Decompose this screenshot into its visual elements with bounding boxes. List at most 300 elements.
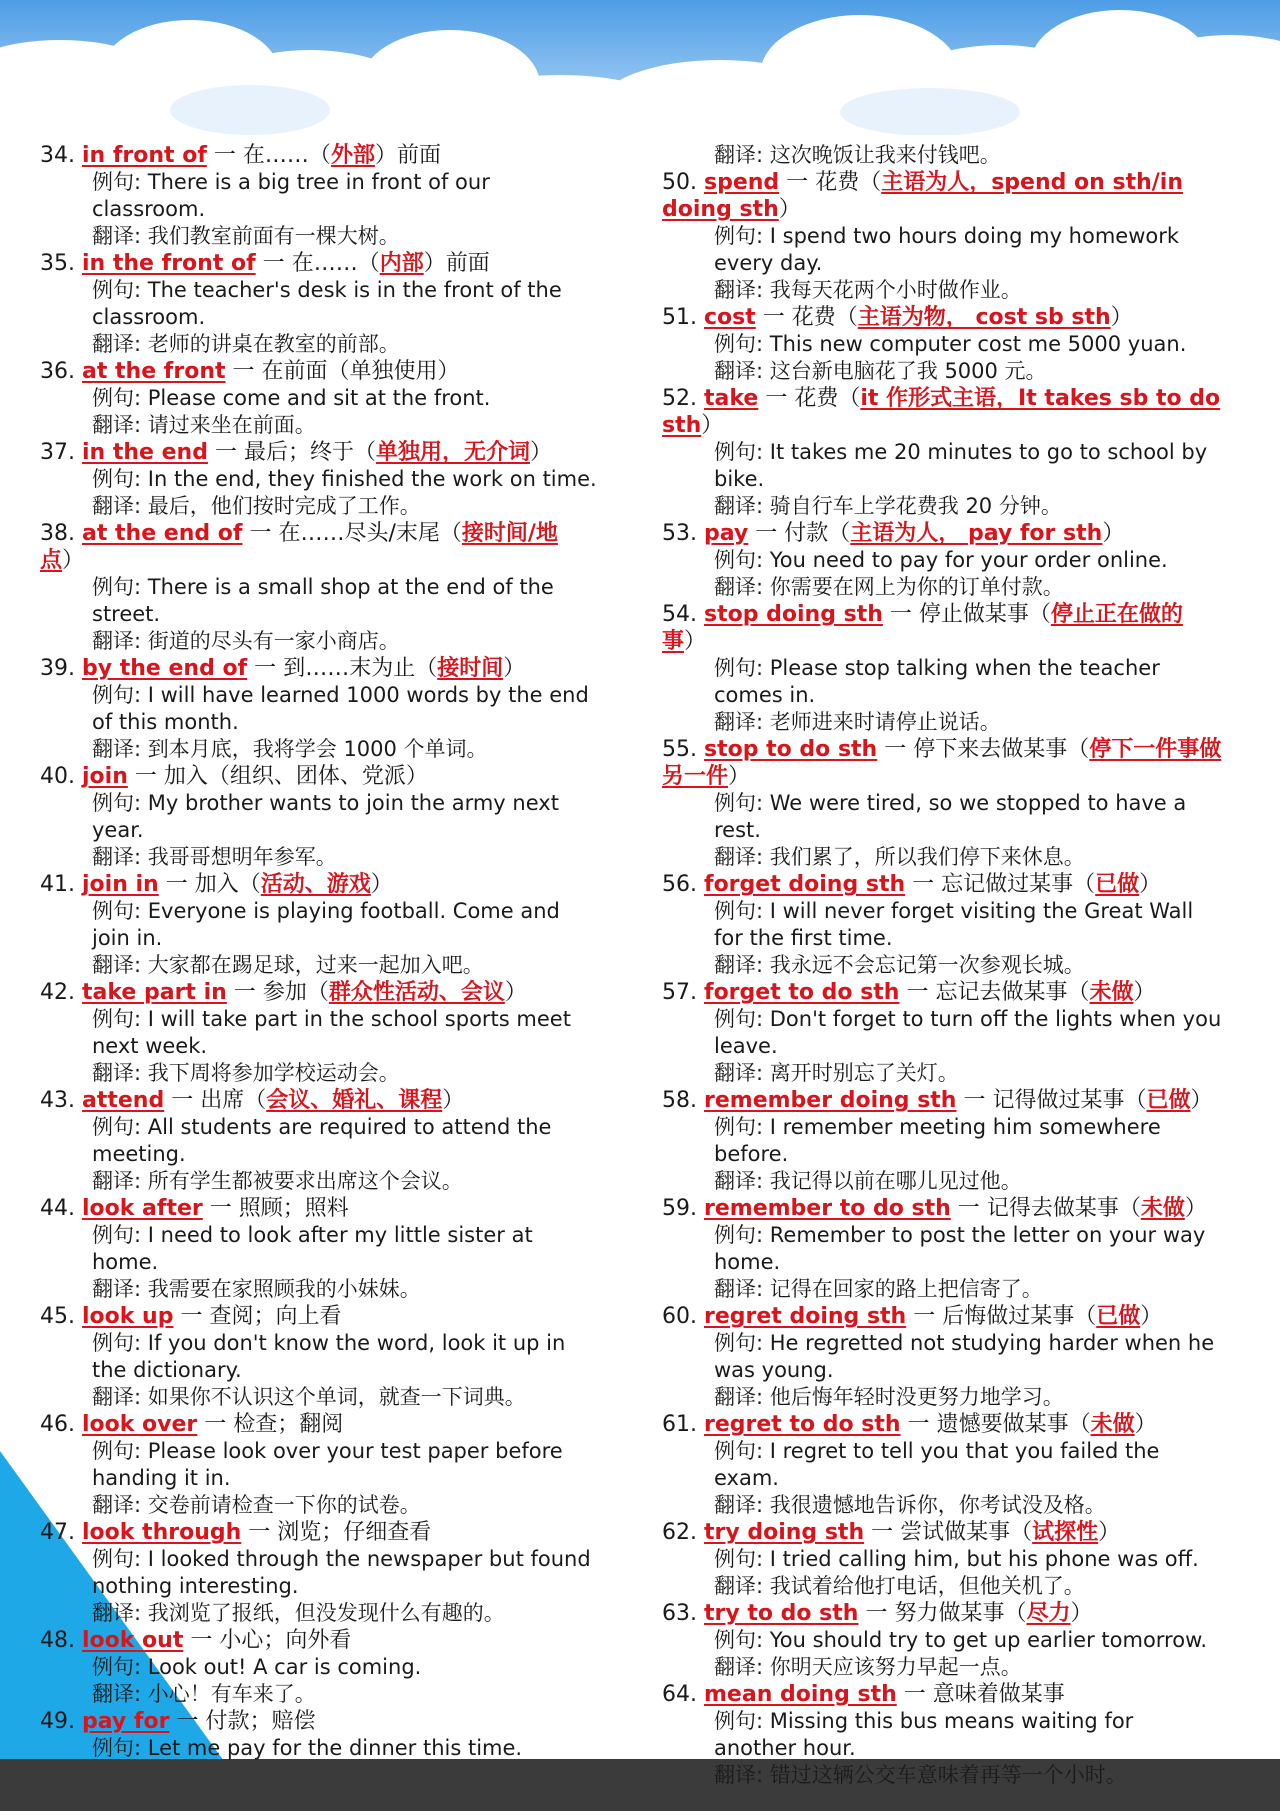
vocab-entry [40, 142, 600, 250]
entry-dash: 一 [242, 521, 279, 546]
example-sentence: It takes me 20 minutes to go to school by bike. [714, 440, 1208, 491]
vocab-term: take part in [82, 980, 227, 1005]
entry-number: 42. [40, 980, 75, 1005]
entry-dash: 一 [882, 602, 919, 627]
example-line: 例句: I tried calling him, but his phone was off. [714, 1547, 1199, 1571]
vocab-entry [662, 385, 1222, 520]
example-sentence: Remember to post the letter on your way home. [714, 1223, 1206, 1274]
vocab-entry [40, 1303, 600, 1411]
meaning-text-end: ） [442, 1088, 465, 1113]
meaning-text: 花费（ [794, 386, 861, 411]
vocab-entry [662, 979, 1222, 1087]
entry-number: 55. [662, 737, 697, 762]
example-line: 例句: I spend two hours doing my homework every day. [714, 224, 1180, 275]
vocab-term: in front of [82, 143, 207, 168]
meaning-text-end: ） [1133, 980, 1156, 1005]
meaning-text-end: ） [1102, 521, 1125, 546]
usage-note: 已做 [1095, 872, 1140, 897]
example-line: 例句: Please come and sit at the front. [92, 386, 491, 410]
example-sentence: We were tired, so we stopped to have a rest. [714, 791, 1187, 842]
vocab-term: look through [82, 1520, 242, 1545]
example-sentence: I need to look after my little sister at home. [92, 1223, 533, 1274]
usage-note: 内部 [379, 251, 424, 276]
entry-heading [662, 385, 1222, 439]
entry-dash: 一 [241, 1520, 278, 1545]
translation-line: 翻译: 到本月底，我将学会 1000 个单词。 [92, 737, 488, 761]
vocab-term: in the end [82, 440, 208, 465]
entry-heading [40, 250, 600, 277]
usage-note: 试探性 [1032, 1520, 1099, 1545]
example-line: 例句: Remember to post the letter on your way home. [714, 1223, 1206, 1274]
entry-dash: 一 [255, 251, 292, 276]
entry-heading [40, 520, 600, 574]
translation-text: 所有学生都被要求出席这个会议。 [147, 1169, 463, 1193]
example-line: 例句: I will have learned 1000 words by the end of this month. [92, 683, 589, 734]
example-line: 例句: I need to look after my little sister at home. [92, 1223, 533, 1274]
vocab-entry [40, 1708, 600, 1762]
entry-heading [662, 1087, 1222, 1114]
usage-note: 未做 [1140, 1196, 1185, 1221]
entry-heading [40, 979, 600, 1006]
vocab-term: look after [82, 1196, 203, 1221]
example-line: 例句: I will take part in the school sports meet next week. [92, 1007, 571, 1058]
meaning-text: 小心；向外看 [219, 1628, 352, 1653]
translation-text: 错过这辆公交车意味着再等一个小时。 [769, 1763, 1127, 1787]
entry-number: 49. [40, 1709, 75, 1734]
entry-number: 60. [662, 1304, 697, 1329]
vocab-term: by the end of [82, 656, 248, 681]
meaning-text: 记得做过某事（ [992, 1088, 1147, 1113]
example-line: 例句: Please look over your test paper before handing it in. [92, 1439, 563, 1490]
meaning-text: 努力做某事（ [894, 1601, 1027, 1626]
entry-number: 54. [662, 602, 697, 627]
vocab-entry [40, 1195, 600, 1303]
meaning-text: 浏览；仔细查看 [277, 1520, 432, 1545]
translation-line: 翻译: 骑自行车上学花费我 20 分钟。 [714, 494, 1062, 518]
translation-line: 翻译: 老师的讲桌在教室的前部。 [92, 332, 400, 356]
usage-note: 已做 [1146, 1088, 1191, 1113]
entry-number: 62. [662, 1520, 697, 1545]
entry-dash: 一 [247, 656, 284, 681]
entry-heading [662, 1303, 1222, 1330]
entry-dash: 一 [158, 872, 195, 897]
translation-text: 记得在回家的路上把信寄了。 [769, 1277, 1043, 1301]
translation-line: 翻译: 老师进来时请停止说话。 [714, 710, 1001, 734]
meaning-text: 在前面（单独使用） [261, 359, 460, 384]
translation-line: 翻译: 我哥哥想明年参军。 [92, 845, 337, 869]
usage-note: 会议、婚礼、课程 [266, 1088, 443, 1113]
example-line: 例句: He regretted not studying harder when he was young. [714, 1331, 1215, 1382]
entry-heading [662, 601, 1222, 655]
entry-heading [662, 304, 1222, 331]
example-sentence: He regretted not studying harder when he was young. [714, 1331, 1215, 1382]
vocab-term: pay for [82, 1709, 170, 1734]
vocab-entry [40, 1519, 600, 1627]
vocab-entry [662, 1600, 1222, 1681]
entry-heading [662, 979, 1222, 1006]
translation-text: 老师的讲桌在教室的前部。 [147, 332, 400, 356]
usage-note: 活动、游戏 [260, 872, 371, 897]
entry-dash: 一 [950, 1196, 987, 1221]
vocab-term: try to do sth [704, 1601, 859, 1626]
example-sentence: My brother wants to join the army next year. [92, 791, 559, 842]
entry-heading [40, 1627, 600, 1654]
vocab-entry [662, 871, 1222, 979]
translation-line: 翻译: 错过这辆公交车意味着再等一个小时。 [714, 1763, 1127, 1787]
entry-dash: 一 [905, 872, 942, 897]
entry-number: 39. [40, 656, 75, 681]
translation-line: 翻译: 我们累了，所以我们停下来休息。 [714, 845, 1085, 869]
entry-heading [662, 1519, 1222, 1546]
entry-heading [40, 763, 600, 790]
meaning-text-end: ） [1184, 1196, 1207, 1221]
example-line: 例句: You need to pay for your order online. [714, 548, 1168, 572]
entry-number: 51. [662, 305, 697, 330]
example-line: 例句: The teacher's desk is in the front of the classroom. [92, 278, 562, 329]
entry-dash: 一 [173, 1304, 210, 1329]
translation-line: 翻译: 我浏览了报纸，但没发现什么有趣的。 [92, 1601, 505, 1625]
meaning-text: 在……尽头/末尾（ [278, 521, 462, 546]
meaning-text: 付款；赔偿 [205, 1709, 316, 1734]
vocab-entry [662, 736, 1222, 871]
vocab-term: spend [704, 170, 780, 195]
example-line: 例句: If you don't know the word, look it up in the dictionary. [92, 1331, 566, 1382]
vocab-term: mean doing sth [704, 1682, 897, 1707]
vocab-entry [662, 1411, 1222, 1519]
meaning-text-end: ） [701, 413, 724, 438]
example-sentence: Please look over your test paper before handing it in. [92, 1439, 563, 1490]
entry-dash: 一 [226, 980, 263, 1005]
entry-heading [662, 1600, 1222, 1627]
meaning-text: 参加（ [262, 980, 329, 1005]
vocab-term: take [704, 386, 759, 411]
example-sentence: Missing this bus means waiting for another hour. [714, 1709, 1134, 1760]
entry-dash: 一 [758, 386, 795, 411]
entry-number: 46. [40, 1412, 75, 1437]
meaning-text: 花费（ [791, 305, 858, 330]
meaning-text-end: ） [1139, 872, 1162, 897]
vocab-term: forget doing sth [704, 872, 906, 897]
example-line: 例句: We were tired, so we stopped to have a rest. [714, 791, 1187, 842]
vocab-entry [40, 979, 600, 1087]
meaning-text-end: ）前面 [374, 143, 441, 168]
meaning-text-end: ） [1110, 305, 1133, 330]
entry-dash: 一 [755, 305, 792, 330]
translation-text: 我试着给他打电话，但他关机了。 [769, 1574, 1085, 1598]
meaning-text: 检查；翻阅 [233, 1412, 344, 1437]
example-line: 例句: In the end, they finished the work on time. [92, 467, 597, 491]
entry-dash: 一 [779, 170, 816, 195]
meaning-text: 停下来去做某事（ [913, 737, 1090, 762]
example-line: 例句: I regret to tell you that you failed the exam. [714, 1439, 1160, 1490]
vocab-term: regret to do sth [704, 1412, 901, 1437]
entry-dash: 一 [169, 1709, 206, 1734]
entry-dash: 一 [206, 143, 243, 168]
translation-line: 翻译: 我试着给他打电话，但他关机了。 [714, 1574, 1085, 1598]
meaning-text: 花费（ [815, 170, 882, 195]
vocab-term: at the front [82, 359, 226, 384]
usage-note: 接时间/地点 [40, 521, 558, 573]
example-line: 例句: Look out! A car is coming. [92, 1655, 422, 1679]
entry-heading [662, 1195, 1222, 1222]
meaning-text: 停止做某事（ [918, 602, 1051, 627]
translation-text: 大家都在踢足球，过来一起加入吧。 [147, 953, 484, 977]
meaning-text: 到……末为止（ [283, 656, 438, 681]
translation-line: 翻译: 他后悔年轻时没更努力地学习。 [714, 1385, 1064, 1409]
cloud-header-decoration [0, 0, 1280, 135]
example-sentence: If you don't know the word, look it up in the dictionary. [92, 1331, 566, 1382]
usage-note: 主语为人，spend on sth/in doing sth [662, 170, 1183, 222]
translation-line: 翻译: 我很遗憾地告诉你，你考试没及格。 [714, 1493, 1106, 1517]
example-line: 例句: All students are required to attend the meeting. [92, 1115, 552, 1166]
translation-line: 翻译: 请过来坐在前面。 [92, 413, 316, 437]
entry-dash: 一 [899, 980, 936, 1005]
translation-text: 离开时别忘了关灯。 [769, 1061, 959, 1085]
translation-line: 翻译: 如果你不认识这个单词，就查一下词典。 [92, 1385, 526, 1409]
meaning-text-end: ） [503, 656, 526, 681]
usage-note: 尽力 [1026, 1601, 1071, 1626]
example-line: 例句: I will never forget visiting the Great Wall for the first time. [714, 899, 1194, 950]
usage-note: 未做 [1089, 980, 1134, 1005]
vocab-term: join in [82, 872, 159, 897]
meaning-text: 尝试做某事（ [900, 1520, 1033, 1545]
vocab-term: join [82, 764, 128, 789]
entry-number: 35. [40, 251, 75, 276]
vocab-term: regret doing sth [704, 1304, 907, 1329]
vocab-entry [662, 1519, 1222, 1600]
entry-number: 36. [40, 359, 75, 384]
meaning-text: 记得去做某事（ [986, 1196, 1141, 1221]
entry-number: 64. [662, 1682, 697, 1707]
vocab-term: in the front of [82, 251, 256, 276]
entry-dash: 一 [896, 1682, 933, 1707]
vocab-entry [662, 601, 1222, 736]
example-line: 例句: Please stop talking when the teacher comes in. [714, 656, 1160, 707]
translation-text: 最后，他们按时完成了工作。 [147, 494, 421, 518]
entry-number: 59. [662, 1196, 697, 1221]
example-line: 例句: I looked through the newspaper but found nothing interesting. [92, 1547, 591, 1598]
translation-text: 到本月底，我将学会 1000 个单词。 [147, 737, 488, 761]
entry-dash: 一 [864, 1520, 901, 1545]
vocab-entry [40, 1627, 600, 1708]
entry-heading [40, 1087, 600, 1114]
example-sentence: Look out! A car is coming. [147, 1655, 422, 1679]
meaning-text: 忘记做过某事（ [941, 872, 1096, 897]
entry-heading [662, 871, 1222, 898]
example-sentence: You need to pay for your order online. [769, 548, 1168, 572]
meaning-text: 付款（ [784, 521, 851, 546]
example-sentence: In the end, they finished the work on time. [147, 467, 597, 491]
vocab-entry [40, 358, 600, 439]
entry-number: 38. [40, 521, 75, 546]
example-sentence: Don't forget to turn off the lights when you leave. [714, 1007, 1222, 1058]
example-sentence: Please stop talking when the teacher comes in. [714, 656, 1160, 707]
translation-line: 翻译: 我每天花两个小时做作业。 [714, 278, 1022, 302]
entry-dash: 一 [225, 359, 262, 384]
translation-line: 翻译: 我永远不会忘记第一次参观长城。 [714, 953, 1085, 977]
example-sentence: The teacher's desk is in the front of the classroom. [92, 278, 562, 329]
vocab-entry [40, 763, 600, 871]
example-sentence: Please come and sit at the front. [147, 386, 491, 410]
example-sentence: I will never forget visiting the Great Wall for the first time. [714, 899, 1194, 950]
translation-line: 翻译: 最后，他们按时完成了工作。 [92, 494, 421, 518]
meaning-text-end: ） [529, 440, 552, 465]
meaning-text-end: ） [1070, 1601, 1093, 1626]
translation-line: 翻译: 离开时别忘了关灯。 [714, 1061, 959, 1085]
entry-dash: 一 [183, 1628, 220, 1653]
example-sentence: I looked through the newspaper but found nothing interesting. [92, 1547, 591, 1598]
entry-number: 63. [662, 1601, 697, 1626]
entry-number: 48. [40, 1628, 75, 1653]
translation-text: 骑自行车上学花费我 20 分钟。 [769, 494, 1062, 518]
meaning-text-end: ） [1134, 1412, 1157, 1437]
entry-heading [662, 169, 1222, 223]
entry-dash: 一 [877, 737, 914, 762]
entry-dash: 一 [906, 1304, 943, 1329]
entry-heading [662, 1411, 1222, 1438]
vocab-term: at the end of [82, 521, 243, 546]
translation-text: 街道的尽头有一家小商店。 [147, 629, 400, 653]
example-sentence: I will have learned 1000 words by the end of this month. [92, 683, 589, 734]
entry-dash: 一 [164, 1088, 201, 1113]
entry-dash: 一 [197, 1412, 234, 1437]
example-sentence: You should try to get up earlier tomorrow. [769, 1628, 1208, 1652]
meaning-text: 在……（ [242, 143, 331, 168]
translation-text: 我每天花两个小时做作业。 [769, 278, 1022, 302]
entry-heading [40, 655, 600, 682]
entry-dash: 一 [858, 1601, 895, 1626]
meaning-text-end: ） [684, 629, 707, 654]
translation-text: 他后悔年轻时没更努力地学习。 [769, 1385, 1064, 1409]
vocab-term: cost [704, 305, 756, 330]
translation-line: 翻译: 这次晚饭让我来付钱吧。 [714, 143, 1001, 167]
example-sentence: Let me pay for the dinner this time. [147, 1736, 523, 1760]
example-sentence: All students are required to attend the meeting. [92, 1115, 552, 1166]
meaning-text: 照顾；照料 [238, 1196, 349, 1221]
usage-note: it 作形式主语，It takes sb to do sth [662, 386, 1221, 438]
entry-heading [662, 1681, 1222, 1708]
entry-heading [40, 1411, 600, 1438]
entry-number: 56. [662, 872, 697, 897]
entry-heading [40, 142, 600, 169]
usage-note: 群众性活动、会议 [328, 980, 505, 1005]
translation-text: 我哥哥想明年参军。 [147, 845, 337, 869]
translation-text: 如果你不认识这个单词，就查一下词典。 [147, 1385, 526, 1409]
entry-dash: 一 [202, 1196, 239, 1221]
entry-heading [40, 871, 600, 898]
entry-number: 37. [40, 440, 75, 465]
entry-dash: 一 [900, 1412, 937, 1437]
entry-number: 43. [40, 1088, 75, 1113]
translation-line: 翻译: 小心！有车来了。 [92, 1682, 316, 1706]
right-column [662, 142, 1222, 1789]
usage-note: 已做 [1096, 1304, 1141, 1329]
entry-dash: 一 [127, 764, 164, 789]
usage-note: 停下一件事做另一件 [662, 737, 1222, 789]
example-sentence: I spend two hours doing my homework every day. [714, 224, 1180, 275]
left-column [40, 142, 600, 1762]
vocab-term: look up [82, 1304, 174, 1329]
vocab-entry [40, 1087, 600, 1195]
vocab-entry [40, 871, 600, 979]
vocab-term: stop doing sth [704, 602, 883, 627]
example-sentence: This new computer cost me 5000 yuan. [769, 332, 1187, 356]
meaning-text: 遗憾要做某事（ [936, 1412, 1091, 1437]
vocab-term: remember to do sth [704, 1196, 951, 1221]
meaning-text-end: ） [1140, 1304, 1163, 1329]
entry-number: 61. [662, 1412, 697, 1437]
vocab-entry [40, 439, 600, 520]
example-line: 例句: I remember meeting him somewhere before. [714, 1115, 1161, 1166]
meaning-text-end: ） [1190, 1088, 1213, 1113]
vocab-term: pay [704, 521, 749, 546]
entry-dash: 一 [748, 521, 785, 546]
translation-line: 翻译: 我记得以前在哪儿见过他。 [714, 1169, 1022, 1193]
example-sentence: There is a big tree in front of our classroom. [92, 170, 490, 221]
usage-note: 单独用，无介词 [375, 440, 530, 465]
example-line: 例句: There is a big tree in front of our classroom. [92, 170, 490, 221]
translation-line: 翻译: 你需要在网上为你的订单付款。 [714, 575, 1064, 599]
vocab-entry [40, 250, 600, 358]
entry-heading [40, 439, 600, 466]
example-line: 例句: Let me pay for the dinner this time. [92, 1736, 523, 1760]
example-line: 例句: My brother wants to join the army next year. [92, 791, 559, 842]
translation-line: 翻译: 我需要在家照顾我的小妹妹。 [92, 1277, 421, 1301]
example-sentence: Everyone is playing football. Come and join in. [92, 899, 560, 950]
vocab-entry [662, 1303, 1222, 1411]
meaning-text-end: ）前面 [423, 251, 490, 276]
meaning-text: 加入（ [194, 872, 261, 897]
entry-number: 34. [40, 143, 75, 168]
entry-number: 52. [662, 386, 697, 411]
vocab-entry [662, 1087, 1222, 1195]
entry-dash: 一 [207, 440, 244, 465]
usage-note: 未做 [1090, 1412, 1135, 1437]
vocab-entry [662, 169, 1222, 304]
vocab-entry [40, 1411, 600, 1519]
example-line: 例句: It takes me 20 minutes to go to school by bike. [714, 440, 1208, 491]
translation-line: 翻译: 所有学生都被要求出席这个会议。 [92, 1169, 463, 1193]
vocab-entry [662, 520, 1222, 601]
translation-line: 翻译: 街道的尽头有一家小商店。 [92, 629, 400, 653]
example-sentence: I tried calling him, but his phone was off. [769, 1547, 1199, 1571]
translation-text: 我下周将参加学校运动会。 [147, 1061, 400, 1085]
entry-number: 47. [40, 1520, 75, 1545]
translation-line: 翻译: 你明天应该努力早起一点。 [714, 1655, 1022, 1679]
example-sentence: There is a small shop at the end of the street. [92, 575, 554, 626]
translation-text: 老师进来时请停止说话。 [769, 710, 1001, 734]
translation-text: 交卷前请检查一下你的试卷。 [147, 1493, 421, 1517]
entry-number: 45. [40, 1304, 75, 1329]
meaning-text: 加入（组织、团体、党派） [163, 764, 428, 789]
entry-heading [662, 520, 1222, 547]
translation-text: 我很遗憾地告诉你，你考试没及格。 [769, 1493, 1106, 1517]
usage-note: 主语为物， cost sb sth [857, 305, 1111, 330]
entry-number: 44. [40, 1196, 75, 1221]
vocab-term: look out [82, 1628, 184, 1653]
meaning-text: 忘记去做某事（ [935, 980, 1090, 1005]
vocab-term: remember doing sth [704, 1088, 957, 1113]
entry-number: 41. [40, 872, 75, 897]
meaning-text: 后悔做过某事（ [942, 1304, 1097, 1329]
translation-line: 翻译: 记得在回家的路上把信寄了。 [714, 1277, 1043, 1301]
translation-text: 小心！有车来了。 [147, 1682, 316, 1706]
vocab-term: try doing sth [704, 1520, 865, 1545]
vocab-entry [40, 520, 600, 655]
entry-number: 58. [662, 1088, 697, 1113]
translation-line: 翻译: 这台新电脑花了我 5000 元。 [714, 359, 1047, 383]
entry-number: 50. [662, 170, 697, 195]
